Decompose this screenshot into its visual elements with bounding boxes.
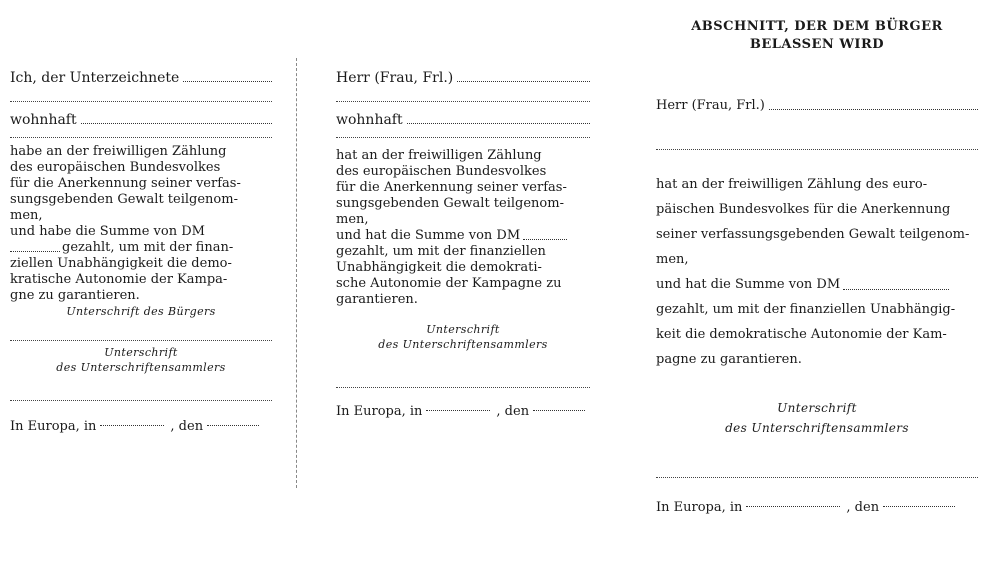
address-label: wohnhaft — [10, 112, 77, 128]
text-line: päischen Bundesvolkes für die Anerkennung — [656, 202, 951, 217]
collector-signature-line[interactable] — [336, 386, 590, 388]
section-heading — [656, 18, 978, 54]
place-label: In Europa, in — [656, 500, 743, 515]
text-line: hat an der freiwilligen Zählung des euro- — [656, 177, 928, 192]
name-continuation-line — [10, 100, 272, 102]
text-line: gezahlt, um mit der finanziellen — [336, 244, 546, 259]
collector-signature-caption — [10, 345, 272, 375]
address-field[interactable] — [81, 122, 272, 124]
caption-line: Unterschrift — [104, 346, 178, 359]
text-line: und hat die Summe von DM — [336, 228, 521, 243]
declaration-text — [10, 144, 272, 304]
place-date-line — [10, 419, 272, 435]
collector-signature-line[interactable] — [10, 399, 272, 401]
heading-line: ABSCHNITT, DER DEM BÜRGER — [691, 19, 943, 34]
date-label: , den — [170, 419, 204, 434]
text-line: seiner verfassungsgebenden Gewalt teilgenom- — [656, 227, 970, 242]
column-separator — [296, 58, 297, 488]
text-line: pagne zu garantieren. — [656, 352, 802, 367]
name-line — [336, 70, 590, 86]
date-field[interactable] — [207, 424, 259, 426]
left-form-section — [10, 0, 272, 435]
collector-signature-line[interactable] — [656, 476, 978, 478]
text-line: des europäischen Bundesvolkes — [10, 160, 221, 175]
middle-form-section — [336, 0, 590, 420]
place-date-line — [656, 500, 978, 516]
text-line: men, — [10, 208, 43, 223]
place-date-line — [336, 404, 590, 420]
name-continuation-line — [336, 100, 590, 102]
date-label: , den — [496, 404, 530, 419]
caption-line: Unterschrift — [777, 401, 857, 415]
text-line: keit die demokratische Autonomie der Kam- — [656, 327, 947, 342]
text-line: ziellen Unabhängigkeit die demo- — [10, 256, 232, 271]
address-label: wohnhaft — [336, 112, 403, 128]
name-field[interactable] — [457, 80, 590, 82]
text-line: und habe die Summe von DM — [10, 224, 205, 239]
address-line — [10, 112, 272, 128]
text-line: garantieren. — [336, 292, 418, 307]
text-line: kratische Autonomie der Kampa- — [10, 272, 228, 287]
collector-signature-caption — [336, 322, 590, 352]
citizen-signature-line[interactable] — [10, 339, 272, 341]
text-line: und hat die Summe von DM — [656, 277, 841, 292]
name-line — [656, 98, 978, 114]
place-label: In Europa, in — [336, 404, 423, 419]
amount-field[interactable] — [843, 288, 949, 290]
address-continuation-line — [10, 136, 272, 138]
name-line — [10, 70, 272, 86]
text-line: hat an der freiwilligen Zählung — [336, 148, 542, 163]
text-line: sche Autonomie der Kampagne zu — [336, 276, 562, 291]
date-field[interactable] — [883, 505, 955, 507]
amount-line — [10, 240, 272, 256]
address-line — [336, 112, 590, 128]
amount-line — [336, 228, 590, 244]
text-line: gezahlt, um mit der finan- — [62, 240, 234, 255]
text-line: sungsgebenden Gewalt teilgenom- — [10, 192, 238, 207]
declaration-text — [336, 148, 590, 308]
text-line: des europäischen Bundesvolkes — [336, 164, 547, 179]
place-label: In Europa, in — [10, 419, 97, 434]
text-line: men, — [336, 212, 369, 227]
text-line: für die Anerkennung seiner verfas- — [10, 176, 241, 191]
caption-line: des Unterschriftensammlers — [378, 338, 548, 351]
place-field[interactable] — [746, 505, 840, 507]
right-form-section — [656, 0, 978, 516]
name-label: Ich, der Unterzeichnete — [10, 70, 180, 86]
address-field[interactable] — [407, 122, 590, 124]
text-line: men, — [656, 252, 689, 267]
date-field[interactable] — [533, 409, 585, 411]
collector-signature-caption — [656, 398, 978, 438]
text-line: Unabhängigkeit die demokrati- — [336, 260, 542, 275]
text-line: sungsgebenden Gewalt teilgenom- — [336, 196, 564, 211]
caption-line: des Unterschriftensammlers — [725, 421, 909, 435]
amount-field[interactable] — [10, 250, 60, 252]
date-label: , den — [846, 500, 880, 515]
name-field[interactable] — [769, 108, 978, 110]
name-label: Herr (Frau, Frl.) — [336, 70, 454, 86]
text-line: für die Anerkennung seiner verfas- — [336, 180, 567, 195]
place-field[interactable] — [426, 409, 490, 411]
name-field[interactable] — [183, 80, 272, 82]
text-line: gezahlt, um mit der finanziellen Unabhängig- — [656, 302, 956, 317]
text-line: gne zu garantieren. — [10, 288, 140, 303]
name-continuation-line — [656, 148, 978, 150]
address-continuation-line — [336, 136, 590, 138]
heading-line: BELASSEN WIRD — [749, 37, 885, 52]
amount-line — [656, 272, 978, 297]
name-label: Herr (Frau, Frl.) — [656, 98, 765, 113]
citizen-signature-caption: Unterschrift des Bürgers — [66, 305, 216, 318]
declaration-text — [656, 172, 978, 372]
amount-field[interactable] — [523, 238, 567, 240]
caption-line: Unterschrift — [426, 323, 500, 336]
place-field[interactable] — [100, 424, 164, 426]
text-line: habe an der freiwilligen Zählung — [10, 144, 227, 159]
caption-line: des Unterschriftensammlers — [56, 361, 226, 374]
